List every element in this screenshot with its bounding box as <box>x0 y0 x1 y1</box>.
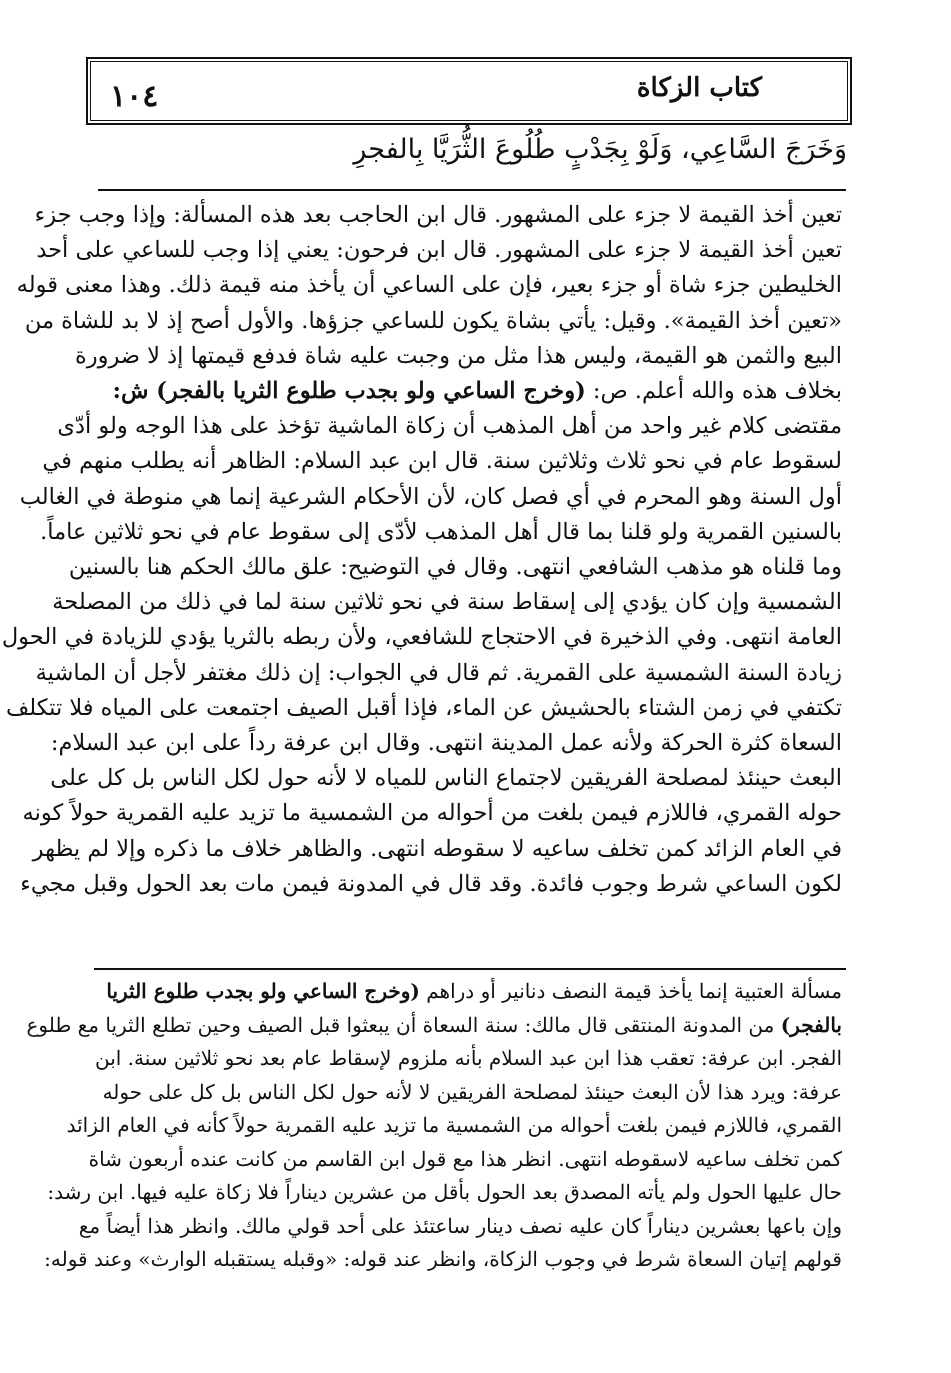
bold-matn-quote: (وخرج الساعي ولو بجدب طلوع الثريا <box>106 979 420 1003</box>
main-line: الشمسية وإن كان يؤدي إلى إسقاط سنة في نحو ثلاثين سنة لما في ذلك من المصلحة <box>52 589 842 616</box>
footnote-divider <box>94 968 846 970</box>
main-line-text: بخلاف هذه والله أعلم. ص: <box>585 378 842 405</box>
main-line: بالسنين القمرية ولو قلنا بما قال أهل المذهب لأدّى إلى سقوط عام في نحو ثلاثين عاماً. <box>40 518 842 545</box>
main-line: تعين أخذ القيمة لا جزء على المشهور. قال ابن فرحون: يعني إذا وجب للساعي على أحد <box>36 237 842 264</box>
note-line-text: من المدونة المنتقى قال مالك: سنة السعاة أن يبعثوا قبل الصيف وحين تطلع الثريا مع طلوع <box>26 1012 781 1037</box>
main-line: العامة انتهى. وفي الذخيرة في الاحتجاج للشافعي، ولأن ربطه بالثريا يؤدي للزيادة في الحول <box>1 624 842 651</box>
note-line: الفجر. ابن عرفة: تعقب هذا ابن عبد السلام بأنه ملزوم لإسقاط عام بعد نحو ثلاثين سنة. ابن <box>94 1046 842 1070</box>
main-line-with-bold <box>90 374 842 409</box>
main-line: مقتضى كلام غير واحد من أهل المذهب أن زكاة الماشية تؤخذ على هذا الوجه ولو أدّى <box>57 413 842 440</box>
header-row <box>88 59 850 127</box>
main-line: أول السنة وهو المحرم في أي فصل كان، لأن الأحكام الشرعية إنما هي منوطة في الغالب <box>19 483 842 510</box>
note-line: قولهم إتيان السعاة شرط في وجوب الزكاة، وانظر عند قوله: «وقبله يستقبله الوارث» وعند قوله: <box>44 1247 842 1271</box>
note-line-text: مسألة العتبية إنما يأخذ قيمة النصف دنانير أو دراهم <box>419 979 842 1003</box>
main-line: تكتفي في زمن الشتاء بالحشيش عن الماء، فإذا أقبل الصيف اجتمعت على المياه فلا تتكلف <box>5 694 842 721</box>
main-line: تعين أخذ القيمة لا جزء على المشهور. قال ابن الحاجب بعد هذه المسألة: وإذا وجب جزء <box>34 202 842 228</box>
main-commentary <box>1 198 842 902</box>
page-header <box>86 57 852 125</box>
note-line-with-bold <box>90 975 842 1009</box>
note-line-with-bold <box>26 1009 842 1043</box>
matn-verse: وَخَرَجَ السَّاعِي، وَلَوْ بِجَدْبٍ طُلُوعَ الثُّرَيَّا بِالفجرِ <box>353 134 847 165</box>
main-line: وما قلناه هو مذهب الشافعي انتهى. وقال في التوضيح: علق مالك الحكم هنا بالسنين <box>68 554 842 581</box>
main-line: البعث حينئذ لمصلحة الفريقين لاجتماع الناس للمياه لا لأنه حول لكل الناس بل كل على <box>50 765 842 792</box>
main-line: البيع والثمن هو القيمة، وليس هذا مثل من وجبت عليه شاة فدفع قيمتها إذ لا ضرورة <box>74 342 842 369</box>
bold-matn-quote: (وخرج الساعي ولو بجدب طلوع الثريا بالفجر) ش: <box>112 378 586 405</box>
note-line: عرفة: ويرد هذا لأن البعث حينئذ لمصلحة الفريقين لا لأنه حول لكل الناس بل كل على حوله <box>102 1079 842 1104</box>
main-line: «تعين أخذ القيمة». وقيل: يأتي بشاة يكون للساعي جزؤها. والأول أصح إذ لا بد للشاة من <box>24 307 842 334</box>
header-divider <box>98 189 846 191</box>
main-line: الخليطين جزء شاة أو جزء بعير، فإن على الساعي أن يأخذ منه قيمة ذلك. وهذا معنى قوله <box>16 272 842 299</box>
main-line: حوله القمري، فاللازم فيمن بلغت من أحواله من الشمسية ما تزيد عليه القمرية حولاً كونه <box>22 800 842 827</box>
bold-matn-quote: بالفجر) <box>780 1012 842 1037</box>
main-line: في العام الزائد كمن تخلف ساعيه لا سقوطه انتهى. والظاهر خلاف ما ذكره وإلا لم يظهر <box>32 835 842 862</box>
main-line: السعاة كثرة الحركة ولأنه عمل المدينة انتهى. وقال ابن عرفة رداً على ابن عبد السلام: <box>50 730 842 757</box>
main-line: لكون الساعي شرط وجوب فائدة. وقد قال في المدونة فيمن مات بعد الحول وقبل مجيء <box>20 870 842 897</box>
note-line: وإن باعها بعشرين ديناراً كان عليه نصف دينار ساعتئذ على أحد قولي مالك. وانظر هذا أيضاً مع <box>78 1213 842 1238</box>
note-line: القمري، فاللازم فيمن بلغت أحواله من الشمسية ما تزيد عليه القمرية حولاً كأنه في العام الزائد <box>66 1113 842 1137</box>
note-line: حال عليها الحول ولم يأته المصدق بعد الحول بأقل من عشرين ديناراً فلا زكاة عليه فيها. ابن رشد: <box>47 1180 842 1204</box>
main-line: زيادة السنة الشمسية على القمرية. ثم قال في الجواب: إن ذلك مغتفر لأجل أن الماشية <box>35 659 842 686</box>
page-number: ١٠٤ <box>110 79 159 114</box>
main-line: لسقوط عام في نحو ثلاث وثلاثين سنة. قال ابن عبد السلام: الظاهر أنه يطلب منهم في <box>42 448 842 475</box>
footnotes <box>26 975 842 1277</box>
book-title: كتاب الزكاة <box>636 73 762 103</box>
note-line: كمن تخلف ساعيه لاسقوطه انتهى. انظر هذا مع قول ابن القاسم من كانت عنده أربعون شاة <box>88 1146 842 1171</box>
